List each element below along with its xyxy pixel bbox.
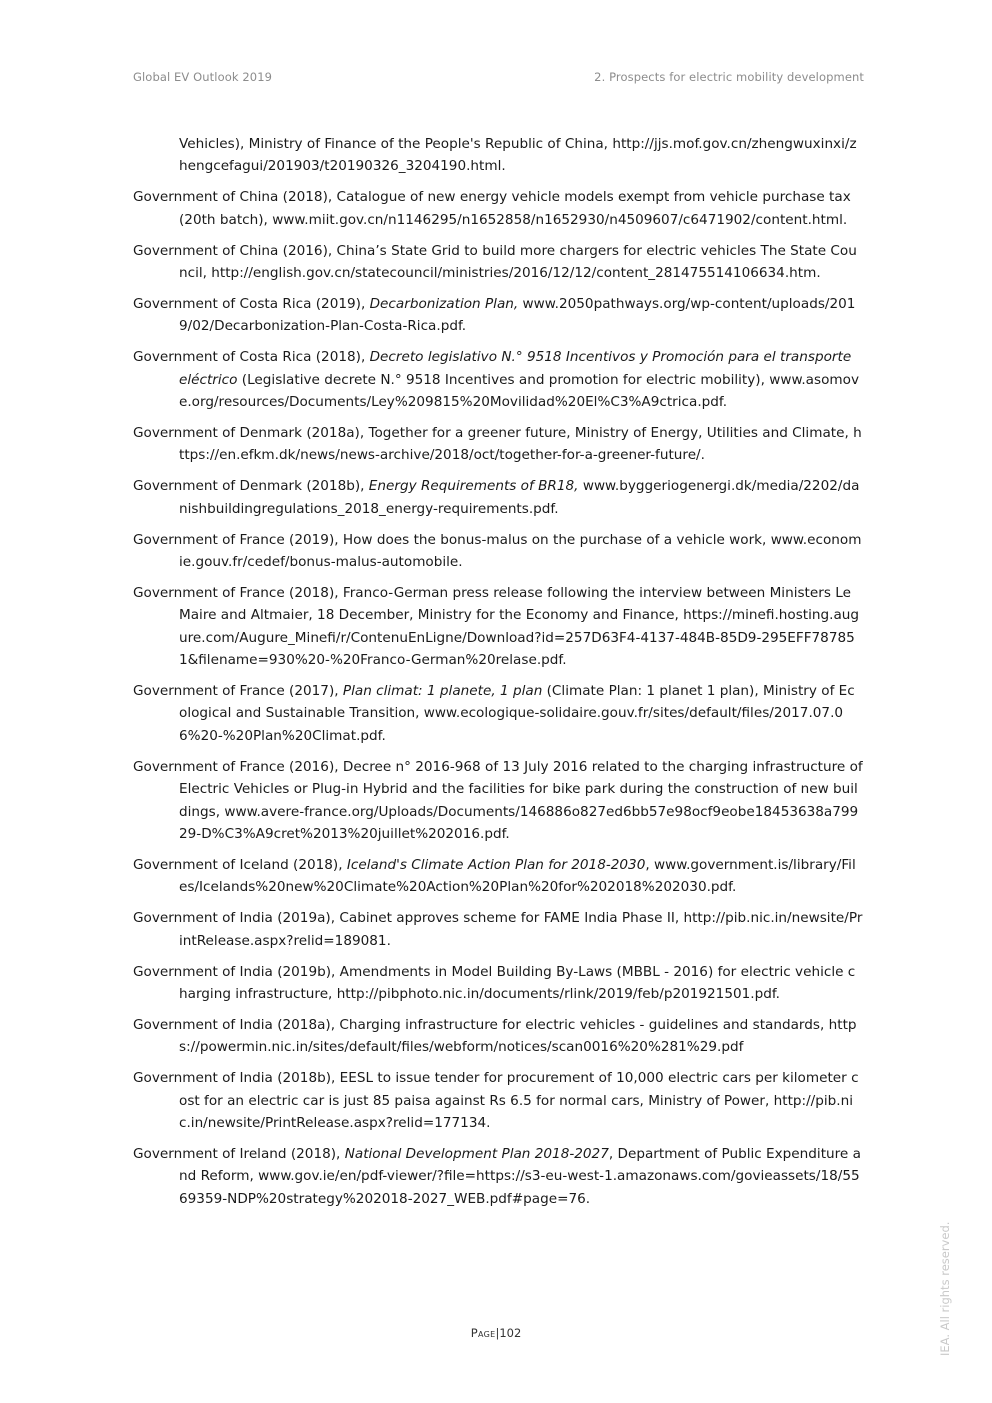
reference-entry [133,346,863,413]
reference-text: Government of Iceland (2018), [133,856,347,873]
reference-text: Government of Costa Rica (2019), [133,295,370,312]
reference-title: Plan climat: 1 planete, 1 plan [342,683,543,700]
reference-text: www.byggeriogenergi.dk/media/2202/danishbuildingregulations_2018_energy-requirements.pdf. [179,478,860,517]
reference-text: Government of China (2018), Catalogue of new energy vehicle models exempt from vehicle purchase tax (20th batch), www.miit.gov.cn/n1146295/n1652858/n1652930/n4509607/c6471902/content.html. [133,189,851,228]
page-separator: | [495,1326,500,1340]
reference-text: Government of India (2019a), Cabinet approves scheme for FAME India Phase II, http://pib.nic.in/newsite/PrintRelease.aspx?relid=189081. [133,910,863,949]
copyright-side-text: IEA. All rights reserved. [938,1221,952,1356]
reference-entry [133,422,863,467]
reference-entry [133,756,863,846]
reference-text: Government of Denmark (2018b), [133,478,369,495]
reference-entry [133,1067,863,1134]
reference-text: Government of France (2018), Franco-German press release following the interview between Ministers Le Maire and Altmaier, 18 December, Ministry for the Economy and Finance, https://minefi.hosting.augure.com/Augure_Minefi/r/ContenuEnLigne/Download?id=257D63F4-4137-484B-85D9-295EFF787851&filename=930%20-%20Franco-German%20relase.pdf. [133,584,860,669]
reference-text: (Legislative decrete N.° 9518 Incentives and promotion for electric mobility), www.asomove.org/resources/Documents/Ley%209815%20Movilidad%20El%C3%A9ctrica.pdf. [179,371,860,411]
page-footer [0,1326,992,1340]
reference-text: Government of India (2018b), EESL to issue tender for procurement of 10,000 electric cars per kilometer cost for an electric car is just 85 paisa against Rs 6.5 for normal cars, Ministry of Power, http://pib.nic.in/newsite/PrintRelease.aspx?relid=177134. [133,1070,859,1131]
reference-text: Government of France (2016), Decree n° 2016-968 of 13 July 2016 related to the charging infrastructure of Electric Vehicles or Plug-in Hybrid and the facilities for bike park during the construction of new buildings, www.avere-france.org/Uploads/Documents/146886o827ed6bb57e98ocf9eobe18453638a79929-D%C3%A9cret%2013%20juillet%202016.pdf. [133,758,863,842]
header-chapter: 2. Prospects for electric mobility development [594,70,864,84]
reference-entry [133,529,863,574]
reference-entry [133,680,863,747]
reference-text: , www.government.is/library/Files/Icelands%20new%20Climate%20Action%20Plan%20for%202018%202030.pdf. [179,856,856,896]
reference-entry [133,475,863,520]
reference-entry [133,907,863,952]
reference-title: Decarbonization Plan, [369,295,519,312]
page-label: Page [470,1326,496,1340]
reference-text: Government of India (2019b), Amendments in Model Building By-Laws (MBBL - 2016) for electric vehicle charging infrastructure, http://pibphoto.nic.in/documents/rlink/2019/feb/p201921501.pdf. [133,963,856,1002]
reference-text: Government of China (2016), China’s State Grid to build more chargers for electric vehicles The State Council, http://english.gov.cn/statecouncil/ministries/2016/12/12/content_281475514106634.htm. [133,242,857,282]
reference-entry [133,293,863,338]
reference-entry [133,1143,863,1210]
header-title: Global EV Outlook 2019 [133,70,273,84]
reference-title: Decreto legislativo N.° 9518 Incentivos y Promoción para el transporte eléctrico [179,349,852,388]
reference-text: Government of Denmark (2018a), Together for a greener future, Ministry of Energy, Utilities and Climate, https://en.efkm.dk/news/news-archive/2018/oct/together-for-a-greener-future/. [133,424,862,464]
reference-text: Government of France (2017), [133,683,343,700]
reference-text: , Department of Public Expenditure and Reform, www.gov.ie/en/pdf-viewer/?file=https://s3-eu-west-1.amazonaws.com/govieassets/18/5569359-NDP%20strategy%202018-2027_WEB.pdf#page=76. [179,1145,861,1207]
reference-text: Government of Ireland (2018), [133,1145,345,1162]
reference-text: www.2050pathways.org/wp-content/uploads/2019/02/Decarbonization-Plan-Costa-Rica.pdf. [179,295,856,335]
reference-entry [133,961,863,1006]
reference-entry [133,133,863,178]
reference-entry [133,240,863,285]
reference-text: Government of France (2019), How does the bonus-malus on the purchase of a vehicle work, www.economie.gouv.fr/cedef/bonus-malus-automobile. [133,531,862,570]
reference-title: National Development Plan 2018-2027 [344,1145,609,1162]
reference-entry [133,854,863,899]
reference-text: Government of India (2018a), Charging infrastructure for electric vehicles - guidelines and standards, https://powermin.nic.in/sites/default/files/webform/notices/scan0016%20%281%29.pdf [133,1016,857,1056]
reference-text: (Climate Plan: 1 planet 1 plan), Ministry of Ecological and Sustainable Transition, www.ecologique-solidaire.gouv.fr/sites/default/files/2017.07.06%20-%20Plan%20Climat.pdf. [179,683,855,744]
reference-title: Energy Requirements of BR18, [368,478,579,495]
reference-text: Vehicles), Ministry of Finance of the People's Republic of China, http://jjs.mof.gov.cn/zhengwuxinxi/zhengcefagui/201903/t20190326_3204190.html. [179,136,857,175]
reference-entry [133,186,863,231]
reference-entry [133,582,863,672]
reference-list [133,133,863,1219]
reference-text: Government of Costa Rica (2018), [133,349,370,366]
reference-title: Iceland's Climate Action Plan for 2018-2030 [346,856,646,873]
reference-entry [133,1014,863,1059]
page-number: 102 [499,1326,522,1340]
